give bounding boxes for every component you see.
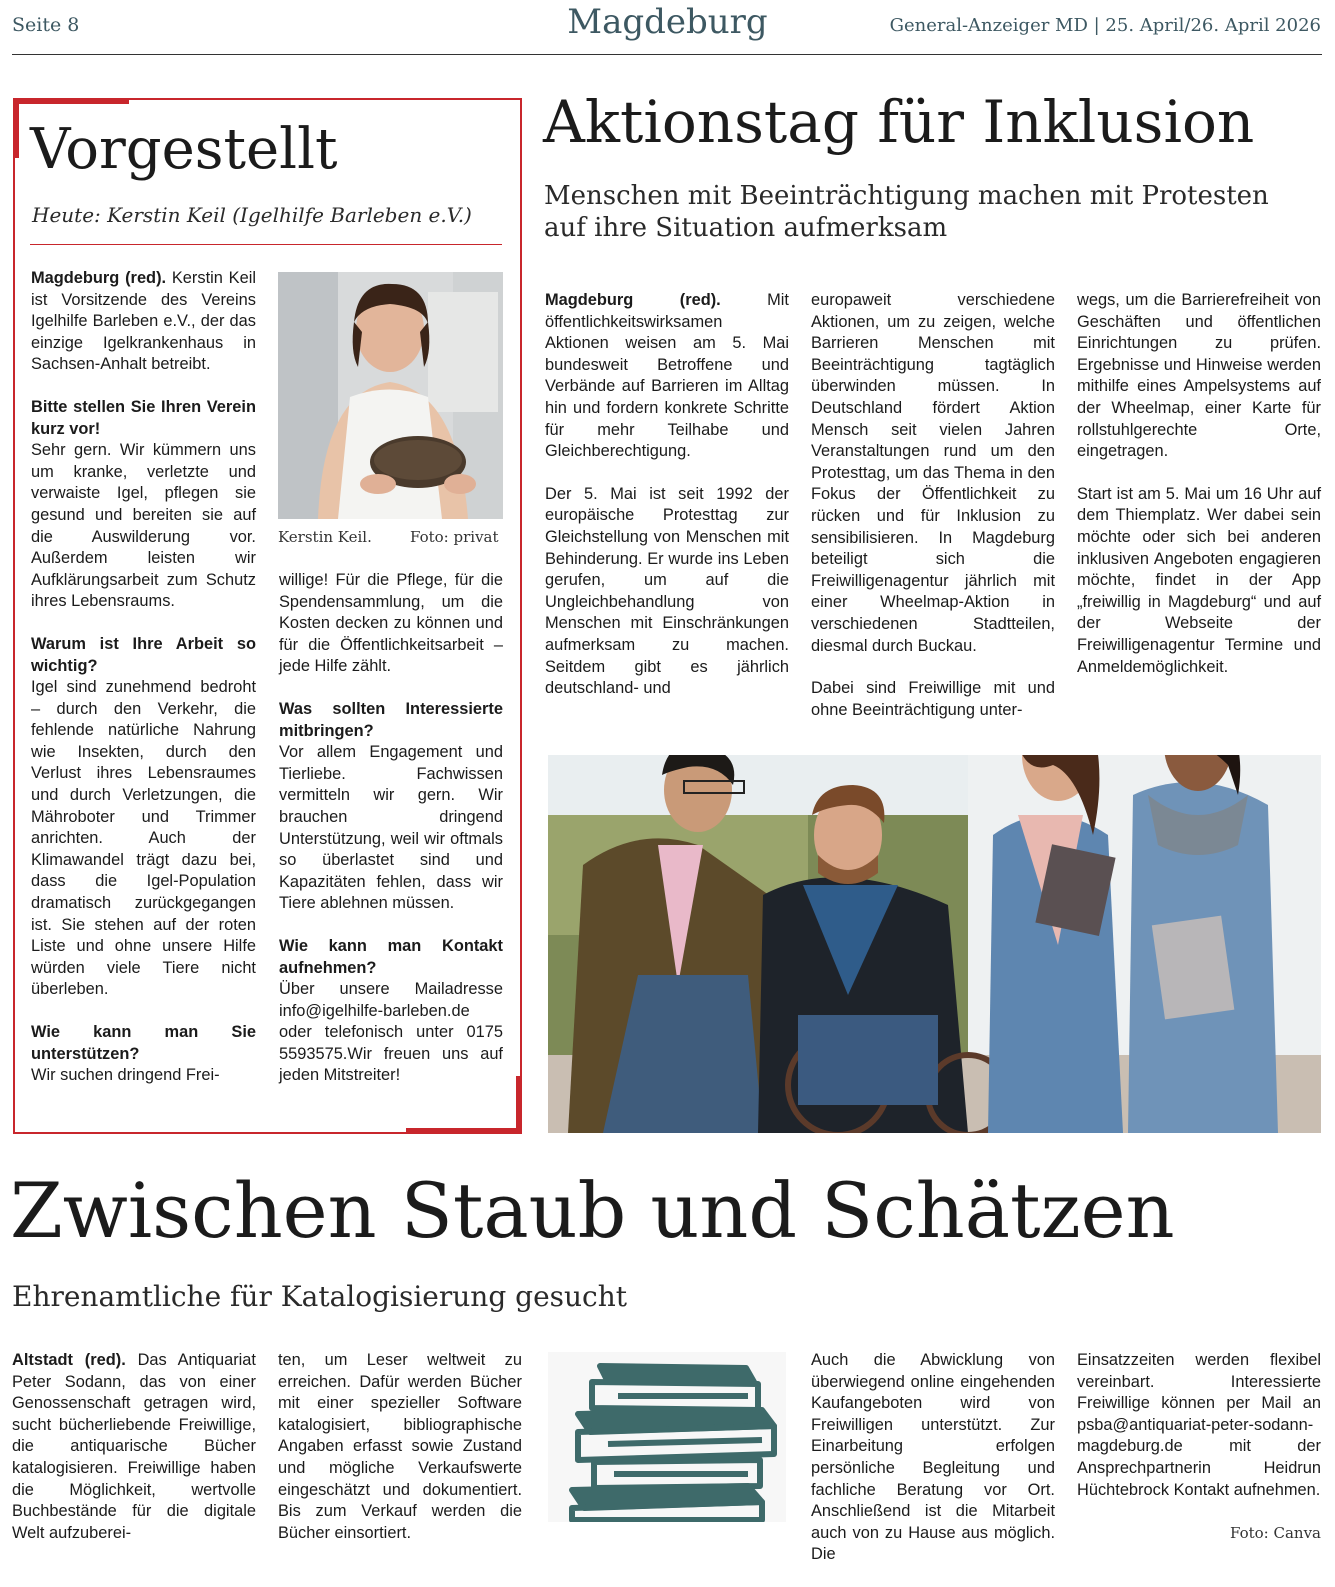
subtitle-rule	[30, 244, 502, 245]
answer-3-part2: willige! Für die Pflege, für die Spendensammlung, um die Kosten decken zu können und für die Öffentlichkeitsarbeit – jede Hilfe zählt.	[279, 571, 503, 676]
question-2: Warum ist Ihre Arbeit so wichtig?	[31, 634, 256, 675]
question-5: Wie kann man Kontakt aufnehmen?	[279, 936, 503, 977]
answer-3-part1: Wir suchen dringend Frei-	[31, 1066, 220, 1085]
question-3: Wie kann man Sie unterstützen?	[31, 1023, 256, 1063]
box-corner-br-v	[516, 1076, 522, 1134]
staub-c4: Einsatzzeiten werden flexibel vereinbart. Interessierte Freiwillige können per Mail an psba@antiquariat-peter-sodann-magdeburg.de mit der Ansprechpartnerin Heidrun Hüchtebrock Kontakt aufnehmen.	[1077, 1351, 1321, 1499]
box-corner-br-h	[406, 1128, 522, 1134]
answer-1: Sehr gern. Wir kümmern uns um kranke, verletzte und verwaiste Igel, pflegen sie gesund und bereiten sie auf die Auswilderung vor. Außerdem leisten wir Aufklärungsarbeit zum Schutz ihres Lebensraums.	[31, 441, 256, 611]
staub-col1	[12, 1350, 256, 1565]
section-title: Magdeburg	[567, 2, 768, 42]
aktionstag-p3: europaweit verschiedene Aktionen, um zu zeigen, welche Barrieren Menschen mit Beeinträchtigung tagtäglich überwinden müssen. In Deutschland fördert Aktion Mensch seit vielen Jahren Veranstaltungen rund um den Protesttag, um das Thema in den Fokus der Öffentlichkeit zu rücken und für Inklusion zu sensibilisieren. In Magdeburg beteiligt sich die Freiwilligenagentur jährlich mit einer Wheelmap-Aktion in verschiedenen Stadtteilen, diesmal durch Buckau.	[811, 291, 1055, 655]
staub-dateline: Altstadt (red).	[12, 1351, 126, 1369]
staub-col2	[278, 1350, 522, 1565]
staub-col3	[811, 1350, 1055, 1587]
intro-dateline: Magdeburg (red).	[31, 269, 167, 287]
stacked-books-icon	[548, 1352, 786, 1522]
aktionstag-p2: Der 5. Mai ist seit 1992 der europäische Protesttag zur Gleichstellung von Menschen mit Behinderung. Er wurde ins Leben gerufen, um auf die Ungleichbehandlung von Menschen mit Einschränkungen aufmerksam zu machen. Seitdem gibt es jährlich deutschland- und	[545, 484, 789, 698]
staub-c2: ten, um Leser weltweit zu erreichen. Dafür werden Bücher mit einer spezieller Software katalogisiert, bibliographische Angaben erfasst sowie Zustand und mögliche Verkaufswerte eingeschätzt und dokumentiert. Bis zum Verkauf werden die Bücher einsortiert.	[278, 1351, 522, 1542]
photo-caption: Kerstin Keil.	[278, 528, 372, 546]
answer-5: Über unsere Mailadresse info@igelhilfe-barleben.de oder telefonisch unter 0175 5593575.Wir freuen uns auf jeden Mitstreiter!	[279, 980, 503, 1085]
aktionstag-dateline: Magdeburg (red).	[545, 291, 721, 309]
header-rule	[12, 54, 1322, 55]
answer-2: Igel sind zunehmend bedroht – durch den Verkehr, die fehlende natürliche Nahrung wie Insekten, durch den Verlust ihres Lebensraumes und durch Verletzungen, die Mähroboter und Trimmer anrichten. Auch der Klimawandel trägt dazu bei, dass die Igel-Population dramatisch zurückgegangen ist. Sie stehen auf der roten Liste und ohne unsere Hilfe würden viele Tiere nicht überleben.	[31, 678, 256, 999]
box-corner-tl-h	[13, 98, 129, 104]
vorgestellt-subtitle: Heute: Kerstin Keil (Igelhilfe Barleben e.V.)	[32, 203, 472, 227]
staub-subtitle: Ehrenamtliche für Katalogisierung gesucht	[12, 1280, 628, 1313]
aktionstag-p1: Mit öffentlichkeitswirksamen Aktionen weisen am 5. Mai bundesweit Betroffene und Verbände auf Barrieren im Alltag hin und fordern konkrete Schritte für mehr Teilhabe und Gleichberechtigung.	[545, 291, 789, 461]
group-photo	[548, 755, 1321, 1133]
photo-credit: Foto: privat	[410, 528, 499, 546]
aktionstag-title: Aktionstag für Inklusion	[543, 88, 1255, 156]
staub-col4	[1077, 1350, 1321, 1522]
aktionstag-col1	[545, 290, 789, 721]
portrait-photo	[278, 272, 503, 519]
aktionstag-p6: Start ist am 5. Mai um 16 Uhr auf dem Thiemplatz. Wer dabei sein möchte oder sich bei anderen inklusiven Angeboten engagieren möchte, findet in der App „freiwillig in Magdeburg“ und auf der Webseite der Freiwilligenagentur Termine und Anmeldemöglichkeit.	[1077, 484, 1321, 676]
aktionstag-p4: Dabei sind Freiwillige mit und ohne Beeinträchtigung unter-	[811, 679, 1055, 719]
vorgestellt-col2	[279, 570, 503, 1108]
page-number: Seite 8	[12, 14, 80, 36]
vorgestellt-col1	[31, 268, 256, 1108]
box-corner-tl-v	[13, 98, 19, 158]
aktionstag-subtitle: Menschen mit Beeinträchtigung machen mit Protesten auf ihre Situation aufmerksam	[544, 181, 1269, 243]
vorgestellt-title: Vorgestellt	[30, 117, 338, 182]
staub-c3: Auch die Abwicklung von überwiegend online eingehenden Kaufangeboten wird von Freiwilligen unterstützt. Zur Einarbeitung erfolgen persönliche Begleitung und fachliche Beratung vor Ort. Anschließend ist die Mitarbeit auch von zu Hause aus möglich. Die	[811, 1351, 1055, 1564]
staub-c1: Das Antiquariat Peter Sodann, das von einer Genossenschaft getragen wird, sucht bücherliebende Freiwillige, die antiquarische Bücher katalogisieren. Freiwillige haben die Möglichkeit, wertvolle Buchbestände für die digitale Welt aufzuberei-	[12, 1351, 256, 1542]
answer-4: Vor allem Engagement und Tierliebe. Fachwissen vermitteln wir gern. Wir brauchen dringend Unterstützung, weil wir oftmals so überlastet sind und Kapazitäten fehlen, dass wir Tiere ablehnen müssen.	[279, 743, 503, 913]
books-illustration	[548, 1352, 786, 1522]
staub-title: Zwischen Staub und Schätzen	[10, 1166, 1175, 1255]
aktionstag-col3	[1077, 290, 1321, 699]
paper-date: General-Anzeiger MD | 25. April/26. April 2026	[889, 15, 1321, 36]
aktionstag-p5: wegs, um die Barrierefreiheit von Geschäften und öffentlichen Einrichtungen zu prüfen. Ergebnisse und Hinweise werden mithilfe eines Ampelsystems auf der Wheelmap, einer Karte für rollstuhlgerechte Orte, eingetragen.	[1077, 291, 1321, 461]
intro-text: Kerstin Keil ist Vorsitzende des Vereins Igelhilfe Barleben e.V., der das einzige Igelkrankenhaus in Sachsen-Anhalt betreibt.	[31, 269, 256, 374]
question-4: Was sollten Interessierte mitbringen?	[279, 699, 503, 740]
aktionstag-col2	[811, 290, 1055, 742]
question-1: Bitte stellen Sie Ihren Verein kurz vor!	[31, 397, 256, 438]
staub-credit: Foto: Canva	[1230, 1524, 1321, 1542]
